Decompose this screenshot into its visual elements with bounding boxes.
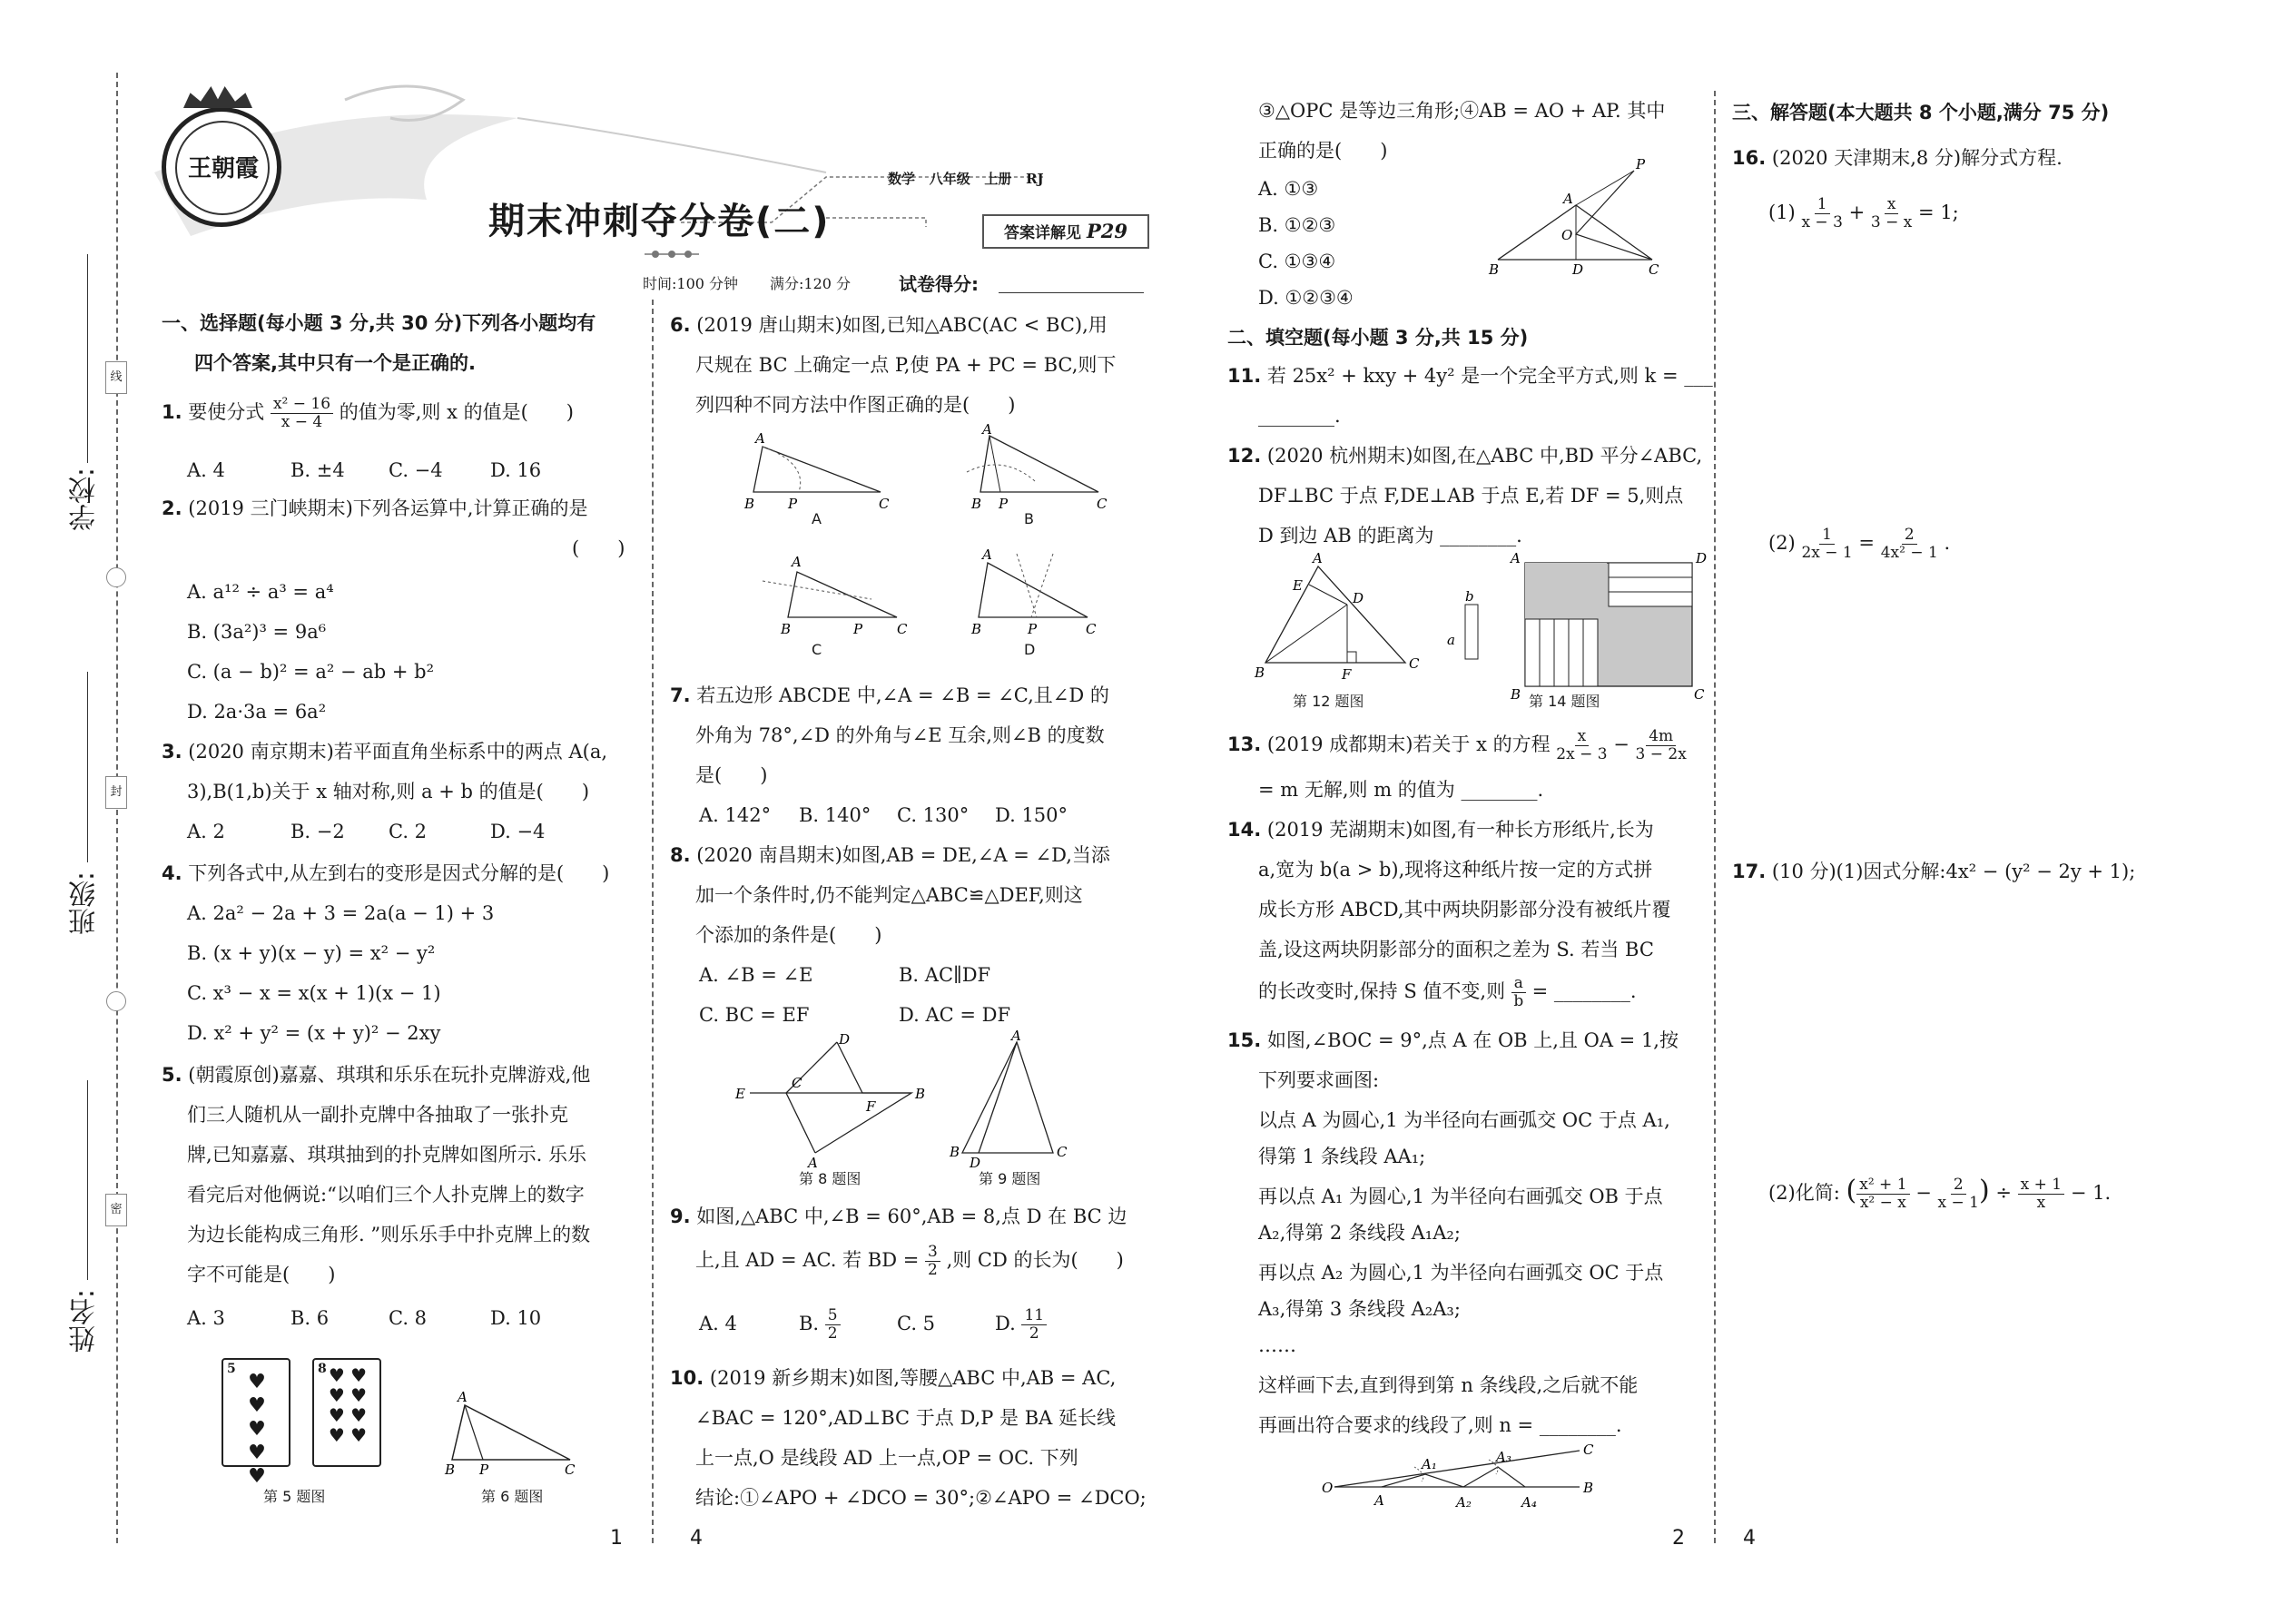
q10-line: ∠BAC = 120°,AD⊥BC 于点 D,P 是 BA 延长线 xyxy=(695,1407,1116,1429)
q10-line: 上一点,O 是线段 AD 上一点,OP = OC. 下列 xyxy=(695,1447,1078,1469)
q9-line-2: 上,且 AD = AC. 若 BD = $\frac{3}{2}$ ,则 CD 的长为( ) xyxy=(695,1243,1124,1279)
question-5: 5. (朝霞原创)嘉嘉、琪琪和乐乐在玩扑克牌游戏,他 xyxy=(162,1064,591,1086)
q15-line: 得第 1 条线段 AA₁; xyxy=(1258,1146,1426,1167)
q1-option-d[interactable]: D. 16 xyxy=(490,459,542,481)
svg-text:A: A xyxy=(755,430,765,447)
question-6: 6. (2019 唐山期末)如图,已知△ABC(AC < BC),用 xyxy=(670,314,1108,336)
svg-text:C: C xyxy=(792,1075,802,1091)
q2-option-c[interactable]: C. (a − b)² = a² − ab + b² xyxy=(187,661,434,683)
q5-option-c[interactable]: C. 8 xyxy=(389,1307,428,1329)
logo-text: 王朝霞 xyxy=(188,155,260,182)
q1-text: 要使分式 xyxy=(188,401,265,423)
q6-line: 列四种不同方法中作图正确的是( ) xyxy=(695,394,1016,416)
figure-14-diagram xyxy=(1443,545,1707,708)
name-label: 姓名: xyxy=(69,1289,101,1353)
svg-text:D: D xyxy=(1696,550,1708,566)
q3-option-d[interactable]: D. −4 xyxy=(490,821,546,842)
q4-option-a[interactable]: A. 2a² − 2a + 3 = 2a(a − 1) + 3 xyxy=(187,902,495,924)
page-total-left: 4 xyxy=(690,1527,703,1550)
q1-number: 1. xyxy=(162,401,182,423)
q12-line: DF⊥BC 于点 F,DE⊥AB 于点 E,若 DF = 5,则点 xyxy=(1258,485,1684,507)
q3-option-b[interactable]: B. −2 xyxy=(290,821,345,842)
q2-option-d[interactable]: D. 2a·3a = 6a² xyxy=(187,701,327,723)
question-14: 14. (2019 芜湖期末)如图,有一种长方形纸片,长为 xyxy=(1227,819,1654,841)
heart-suit-icon: ♥ ♥ ♥ ♥ ♥ ♥ ♥ ♥ xyxy=(328,1364,368,1446)
q15-line: A₂,得第 2 条线段 A₁A₂; xyxy=(1258,1222,1461,1244)
svg-text:C: C xyxy=(1694,686,1705,703)
q10-option-b[interactable]: B. ①②③ xyxy=(1258,214,1336,236)
q2-answer-paren: ( ) xyxy=(572,537,625,559)
section-1-heading-2: 四个答案,其中只有一个是正确的. xyxy=(194,352,476,374)
q2-option-b[interactable]: B. (3a²)³ = 9a⁶ xyxy=(187,621,327,643)
q5-line: 字不可能是( ) xyxy=(187,1264,336,1285)
figure-8-9-diagram xyxy=(735,1028,1117,1171)
svg-text:O: O xyxy=(1561,227,1573,243)
svg-text:B: B xyxy=(971,621,982,637)
svg-text:C: C xyxy=(1086,621,1097,637)
q13-line-2: = m 无解,则 m 的值为 ________. xyxy=(1258,779,1544,801)
q5-line: 们三人随机从一副扑克牌中各抽取了一张扑克 xyxy=(187,1104,568,1126)
q10-line: 结论:①∠APO + ∠DCO = 30°;②∠APO = ∠DCO; xyxy=(695,1487,1147,1509)
svg-text:A: A xyxy=(1511,550,1521,566)
q15-line: A₃,得第 3 条线段 A₂A₃; xyxy=(1258,1298,1461,1320)
question-13: 13. (2019 成都期末)若关于 x 的方程 $\frac{x}{2x - 3}$ − $\frac{4m}{3 - 2x}$ xyxy=(1227,727,1687,763)
q5-option-a[interactable]: A. 3 xyxy=(187,1307,225,1329)
q16-part-1: (1) $\frac{1}{x - 3}$ + $\frac{x}{3 - x}$ = 1; xyxy=(1768,195,1959,231)
svg-text:B: B xyxy=(1489,261,1500,278)
svg-text:A₂: A₂ xyxy=(1456,1494,1472,1511)
svg-text:A: A xyxy=(982,546,992,563)
q10-continued: 正确的是( ) xyxy=(1258,140,1388,162)
q6-option-d[interactable]: D xyxy=(1024,641,1036,658)
heart-suit-icon: ♥ ♥ ♥ ♥ ♥ xyxy=(248,1371,266,1488)
svg-text:F: F xyxy=(1342,666,1352,683)
subject: 数学 xyxy=(888,171,916,187)
q3-line-2: 3),B(1,b)关于 x 轴对称,则 a + b 的值是( ) xyxy=(187,781,590,802)
svg-text:D: D xyxy=(970,1155,981,1171)
svg-text:A: A xyxy=(1563,191,1573,207)
figure-9-caption: 第 9 题图 xyxy=(979,1170,1041,1187)
q10-continued: ③△OPC 是等边三角形;④AB = AO + AP. 其中 xyxy=(1258,100,1666,122)
question-10: 10. (2019 新乡期末)如图,等腰△ABC 中,AB = AC, xyxy=(670,1367,1117,1389)
q8-option-d[interactable]: D. AC = DF xyxy=(899,1004,1011,1026)
q14-line: a,宽为 b(a > b),现将这种纸片按一定的方式拼 xyxy=(1258,859,1653,881)
q2-option-a[interactable]: A. a¹² ÷ a³ = a⁴ xyxy=(187,581,334,603)
svg-text:A: A xyxy=(458,1389,468,1405)
section-1-heading: 一、选择题(每小题 3 分,共 30 分)下列各小题均有 xyxy=(162,312,596,334)
figure-15-diagram xyxy=(1316,1443,1607,1516)
q15-line: 再以点 A₁ 为圆心,1 为半径向右画弧交 OB 于点 xyxy=(1258,1186,1663,1207)
q7-option-a[interactable]: A. 142° xyxy=(699,804,772,826)
q9-option-c[interactable]: C. 5 xyxy=(897,1313,936,1334)
school-label: 学校: xyxy=(69,468,101,532)
q5-line: 为边长能构成三角形. ”则乐乐手中扑克牌上的数 xyxy=(187,1224,591,1245)
svg-text:E: E xyxy=(1293,577,1303,594)
svg-text:C: C xyxy=(879,496,890,512)
q1-option-b[interactable]: B. ±4 xyxy=(290,459,345,481)
binding-hole xyxy=(106,991,126,1011)
q7-line: 外角为 78°,∠D 的外角与∠E 互余,则∠B 的度数 xyxy=(695,724,1105,746)
score-field[interactable] xyxy=(999,292,1144,293)
q1-option-c[interactable]: C. −4 xyxy=(389,459,443,481)
card-rank: 5 xyxy=(227,1362,236,1376)
svg-text:P: P xyxy=(999,496,1009,512)
q11-answer-blank[interactable]: ________. xyxy=(1258,405,1341,427)
svg-text:B: B xyxy=(950,1144,960,1160)
svg-text:B: B xyxy=(1583,1480,1594,1496)
svg-text:B: B xyxy=(971,496,982,512)
page-total-right: 4 xyxy=(1743,1527,1756,1550)
figure-12-diagram xyxy=(1253,550,1434,686)
question-3: 3. (2020 南京期末)若平面直角坐标系中的两点 A(a, xyxy=(162,741,608,763)
term: 上册 xyxy=(984,171,1012,187)
figure-12-caption: 第 12 题图 xyxy=(1293,693,1364,710)
svg-text:B: B xyxy=(445,1462,456,1478)
svg-text:B: B xyxy=(1511,686,1521,703)
exam-full-score: 满分:120 分 xyxy=(770,275,852,292)
svg-text:A₄: A₄ xyxy=(1521,1494,1537,1511)
q6-line: 尺规在 BC 上确定一点 P,使 PA + PC = BC,则下 xyxy=(695,354,1117,376)
column-divider-3 xyxy=(1714,91,1716,1543)
svg-text:C: C xyxy=(565,1462,576,1478)
q15-line: 以点 A 为圆心,1 为半径向右画弧交 OC 于点 A₁, xyxy=(1258,1109,1670,1131)
name-field[interactable] xyxy=(87,1080,88,1280)
q9-option-b[interactable]: B. $\frac{5}{2}$ xyxy=(799,1304,841,1343)
q8-line: 加一个条件时,仍不能判定△ABC≌△DEF,则这 xyxy=(695,884,1083,906)
q5-option-d[interactable]: D. 10 xyxy=(490,1307,542,1329)
svg-text:B: B xyxy=(781,621,792,637)
svg-text:P: P xyxy=(853,621,863,637)
q10-option-c[interactable]: C. ①③④ xyxy=(1258,251,1336,272)
q5-line: 牌,已知嘉嘉、琪琪抽到的扑克牌如图所示. 乐乐 xyxy=(187,1144,587,1166)
question-7: 7. 若五边形 ABCDE 中,∠A = ∠B = ∠C,且∠D 的 xyxy=(670,684,1109,706)
question-4: 4. 下列各式中,从左到右的变形是因式分解的是( ) xyxy=(162,862,610,884)
svg-text:C: C xyxy=(1097,496,1108,512)
binding-hole xyxy=(106,567,126,587)
class-label: 班级: xyxy=(69,871,101,936)
q7-option-c[interactable]: C. 130° xyxy=(897,804,970,826)
q1-text-2: 的值为零,则 x 的值是( ) xyxy=(339,401,575,423)
svg-text:A: A xyxy=(808,1155,818,1171)
q9-option-a[interactable]: A. 4 xyxy=(699,1313,737,1334)
svg-text:C: C xyxy=(1057,1144,1068,1160)
svg-text:A: A xyxy=(1313,550,1323,566)
svg-text:C: C xyxy=(1649,261,1659,278)
score-label: 试卷得分: xyxy=(899,273,979,295)
playing-card-8 xyxy=(312,1358,381,1467)
svg-text:A: A xyxy=(1374,1492,1384,1509)
q8-option-b[interactable]: B. AC∥DF xyxy=(899,964,991,986)
q3-option-a[interactable]: A. 2 xyxy=(187,821,225,842)
q8-option-a[interactable]: A. ∠B = ∠E xyxy=(699,964,813,986)
figure-6-diagram xyxy=(445,1389,590,1478)
binding-mark-line: 线 xyxy=(105,361,127,394)
q15-line: 再以点 A₂ 为圆心,1 为半径向右画弧交 OC 于点 xyxy=(1258,1262,1664,1284)
svg-text:b: b xyxy=(1465,588,1474,605)
q14-line: 盖,设这两块阴影部分的面积之差为 S. 若当 BC xyxy=(1258,939,1654,960)
svg-text:a: a xyxy=(1447,632,1455,648)
edition: RJ xyxy=(1026,171,1044,187)
school-field[interactable] xyxy=(87,254,88,463)
figure-5-caption: 第 5 题图 xyxy=(263,1488,326,1505)
q16-part-2: (2) $\frac{1}{2x - 1}$ = $\frac{2}{\text{4x² − 1}}$ . xyxy=(1768,526,1951,562)
svg-text:E: E xyxy=(735,1086,745,1102)
svg-text:B: B xyxy=(744,496,755,512)
svg-text:D: D xyxy=(1353,590,1364,606)
page-number-left: 1 xyxy=(610,1527,623,1550)
svg-text:B: B xyxy=(915,1086,926,1102)
q4-option-c[interactable]: C. x³ − x = x(x + 1)(x − 1) xyxy=(187,982,441,1004)
answer-page: P29 xyxy=(1086,220,1127,242)
question-2: 2. (2019 三门峡期末)下列各运算中,计算正确的是 xyxy=(162,497,588,519)
figure-6-options xyxy=(744,421,1126,663)
q4-option-b[interactable]: B. (x + y)(x − y) = x² − y² xyxy=(187,942,436,964)
svg-text:A₁: A₁ xyxy=(1422,1456,1437,1472)
svg-text:P: P xyxy=(1636,156,1646,172)
svg-text:A: A xyxy=(1011,1028,1021,1044)
q15-line: 这样画下去,直到得到第 n 条线段,之后就不能 xyxy=(1258,1374,1639,1396)
exam-time: 时间:100 分钟 xyxy=(643,275,739,292)
q10-option-d[interactable]: D. ①②③④ xyxy=(1258,287,1354,309)
q5-line: 看完后对他俩说:“以咱们三个人扑克牌上的数字 xyxy=(187,1184,585,1206)
q7-option-b[interactable]: B. 140° xyxy=(799,804,871,826)
q1-fraction: $\frac{\text{x² − 16}}{x - 4}$ xyxy=(271,396,333,431)
grade: 八年级 xyxy=(929,171,970,187)
figure-8-caption: 第 8 题图 xyxy=(799,1170,861,1187)
q17-part-2: (2)化简: ( $\frac{\text{x² + 1}}{\text{x² − x}}$ − $\frac{2}{x - 1}$ ) ÷ $\frac{x + 1}{x}$ − 1. xyxy=(1768,1175,2112,1212)
svg-text:P: P xyxy=(1028,621,1038,637)
section-3-heading: 三、解答题(本大题共 8 个小题,满分 75 分) xyxy=(1732,102,2110,123)
binding-mark-secret: 密 xyxy=(105,1194,127,1226)
q14-line: 成长方形 ABCD,其中两块阴影部分没有被纸片覆 xyxy=(1258,899,1671,920)
q10-option-a[interactable]: A. ①③ xyxy=(1258,178,1319,200)
q6-option-a[interactable]: A xyxy=(812,510,822,527)
svg-text:C: C xyxy=(1409,655,1420,672)
q9-option-d[interactable]: D. $\frac{11}{2}$ xyxy=(995,1304,1047,1343)
svg-text:P: P xyxy=(788,496,798,512)
question-8: 8. (2020 南昌期末)如图,AB = DE,∠A = ∠D,当添 xyxy=(670,844,1110,866)
svg-text:A: A xyxy=(792,554,802,570)
svg-text:B: B xyxy=(1255,664,1265,681)
q2-text: (2019 三门峡期末)下列各运算中,计算正确的是 xyxy=(188,497,588,519)
figure-14-caption: 第 14 题图 xyxy=(1529,693,1600,710)
question-17: 17. (10 分)(1)因式分解:4x² − (y² − 2y + 1); xyxy=(1732,861,2136,882)
q1-option-a[interactable]: A. 4 xyxy=(187,459,225,481)
svg-text:D: D xyxy=(839,1031,851,1048)
svg-text:C: C xyxy=(897,621,908,637)
figure-6-caption: 第 6 题图 xyxy=(481,1488,544,1505)
subject-tag xyxy=(888,169,1044,188)
question-15: 15. 如图,∠BOC = 9°,点 A 在 OB 上,且 OA = 1,按 xyxy=(1227,1029,1679,1051)
svg-text:C: C xyxy=(1583,1442,1594,1458)
svg-text:A: A xyxy=(982,421,992,438)
question-9: 9. 如图,△ABC 中,∠B = 60°,AB = 8,点 D 在 BC 边 xyxy=(670,1206,1127,1227)
publisher-logo xyxy=(162,107,281,227)
q7-option-d[interactable]: D. 150° xyxy=(995,804,1068,826)
svg-text:A₃: A₃ xyxy=(1496,1449,1511,1465)
playing-card-5 xyxy=(222,1358,290,1488)
q14-line-5: 的长改变时,保持 S 值不变,则 $\frac{a}{b}$ = ________. xyxy=(1258,974,1637,1010)
card-rank: 8 xyxy=(318,1362,327,1376)
figure-10-diagram xyxy=(1489,156,1670,287)
q4-option-d[interactable]: D. x² + y² = (x + y)² − 2xy xyxy=(187,1022,441,1044)
q7-line: 是( ) xyxy=(695,764,768,786)
q3-option-c[interactable]: C. 2 xyxy=(389,821,428,842)
q5-option-b[interactable]: B. 6 xyxy=(290,1307,330,1329)
q12-line: D 到边 AB 的距离为 ________. xyxy=(1258,525,1522,546)
section-2-heading: 二、填空题(每小题 3 分,共 15 分) xyxy=(1227,327,1529,349)
q6-option-c[interactable]: C xyxy=(812,641,822,658)
column-divider-1 xyxy=(652,300,654,1543)
svg-text:P: P xyxy=(479,1462,489,1478)
answer-reference-box xyxy=(982,214,1149,249)
page-number-right: 2 xyxy=(1672,1527,1685,1550)
q8-option-c[interactable]: C. BC = EF xyxy=(699,1004,810,1026)
class-field[interactable] xyxy=(87,672,88,862)
question-12: 12. (2020 杭州期末)如图,在△ABC 中,BD 平分∠ABC, xyxy=(1227,445,1703,467)
page-title: 期末冲刺夺分卷(二) xyxy=(488,201,831,242)
question-11: 11. 若 25x² + kxy + 4y² 是一个完全平方式,则 k = ___ xyxy=(1227,365,1713,387)
q15-line: 下列要求画图: xyxy=(1258,1069,1380,1091)
q15-line: 再画出符合要求的线段了,则 n = ________. xyxy=(1258,1414,1622,1436)
svg-text:F: F xyxy=(866,1098,876,1115)
q15-line: …… xyxy=(1258,1334,1296,1356)
q6-option-b[interactable]: B xyxy=(1024,510,1034,527)
svg-text:D: D xyxy=(1572,261,1584,278)
binding-mark-seal: 封 xyxy=(105,776,127,809)
svg-text:O: O xyxy=(1322,1480,1334,1496)
q8-line: 个添加的条件是( ) xyxy=(695,924,882,946)
answer-ref-text: 答案详解见 xyxy=(1004,224,1082,242)
question-16: 16. (2020 天津期末,8 分)解分式方程. xyxy=(1732,147,2063,169)
question-1 xyxy=(162,392,574,432)
